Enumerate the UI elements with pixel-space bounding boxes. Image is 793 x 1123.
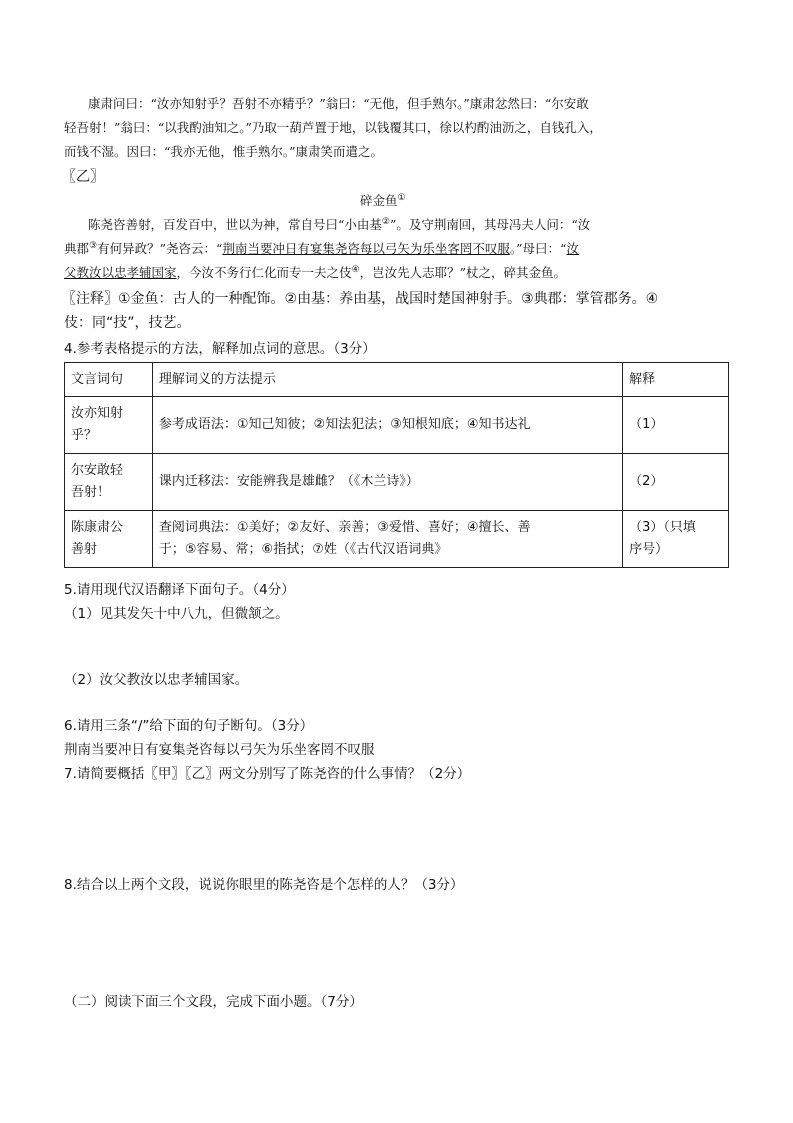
table-cell-phrase bbox=[65, 454, 153, 511]
phrase-line: 陈康肃公 bbox=[71, 520, 124, 535]
q5-prompt: 5.请用现代汉语翻译下面句子。（4分） bbox=[64, 582, 295, 598]
jia-line-2: 轻吾射！”翁曰：“以我酌油知之。”乃取一葫芦置于地，以钱覆其口，徐以杓酌油沥之，自钱孔入， bbox=[64, 120, 602, 135]
yi-line-2a: 典郡 bbox=[64, 241, 90, 257]
table-row bbox=[65, 397, 729, 454]
yi-underlined-sentence-2: 父教汝以忠孝辅国家 bbox=[64, 265, 177, 281]
yi-line-3b: ，岂汝先人志耶？”杖之，碎其金鱼。 bbox=[359, 265, 567, 281]
section-2-prompt: （二）阅读下面三个文段，完成下面小题。（7分） bbox=[64, 994, 363, 1010]
table-cell-phrase bbox=[65, 397, 153, 454]
yi-note-3: ③ bbox=[89, 241, 98, 251]
answer-line: （3）（只填 bbox=[629, 520, 696, 535]
table-header-row bbox=[65, 363, 729, 397]
table-row bbox=[65, 454, 729, 511]
table-header-cell: 解释 bbox=[623, 363, 729, 397]
method-line: 于；⑤容易、常；⑥指拭；⑦姓（《古代汉语词典》 bbox=[158, 542, 448, 557]
yi-title-text: 碎金鱼 bbox=[360, 193, 398, 209]
phrase-line: 尔安敢轻 bbox=[71, 463, 124, 478]
table-header-cell: 文言词句 bbox=[65, 363, 153, 397]
table-header-cell: 理解词义的方法提示 bbox=[152, 363, 622, 397]
q6-prompt: 6.请用三条“/”给下面的句子断句。（3分） bbox=[64, 718, 314, 734]
table-row bbox=[65, 511, 729, 568]
yi-line-1a: 陈尧咨善射，百发百中，世以为神，常自号曰“小由基 bbox=[88, 217, 382, 233]
q5-sentence-2: （2）汝父教汝以忠孝辅国家。 bbox=[64, 672, 249, 688]
q7-prompt: 7.请简要概括〖甲〗〖乙〗两文分别写了陈尧咨的什么事情？（2分） bbox=[64, 766, 471, 782]
table-cell-method: 课内迁移法：安能辨我是雄雌？（《木兰诗》） bbox=[152, 454, 622, 511]
jia-line-3: 而钱不湿。因曰：“我亦无他，惟手熟尔。”康肃笑而遣之。 bbox=[64, 144, 384, 159]
method-line: 查阅词典法：①美好；②友好、亲善；③爱惜、喜好；④擅长、善 bbox=[158, 520, 531, 535]
phrase-line: 汝亦知射 bbox=[71, 406, 124, 421]
table-cell-answer[interactable] bbox=[623, 511, 729, 568]
q4-table bbox=[64, 362, 729, 568]
table-cell-phrase bbox=[65, 511, 153, 568]
notes-line-2: 伎：同“技”，技艺。 bbox=[64, 315, 191, 331]
notes-line-1: 〖注释〗①金鱼：古人的一种配饰。②由基：养由基，战国时楚国神射手。③典郡：掌管郡务。④ bbox=[62, 291, 659, 307]
yi-line-2c: 。”母曰：“ bbox=[509, 241, 567, 257]
q5-sentence-1: （1）见其发矢十中八九，但微颔之。 bbox=[64, 606, 289, 622]
yi-note-4: ④ bbox=[351, 265, 360, 275]
table-cell-method: 参考成语法：①知己知彼；②知法犯法；③知根知底；④知书达礼 bbox=[152, 397, 622, 454]
yi-line-3 bbox=[64, 258, 566, 285]
q4-prompt: 4.参考表格提示的方法，解释加点词的意思。（3分） bbox=[64, 341, 376, 357]
yi-underlined-ru: 汝 bbox=[566, 241, 579, 257]
q6-sentence: 荆南当要冲日有宴集尧咨每以弓矢为乐坐客罔不叹服 bbox=[64, 742, 375, 758]
phrase-line: 吾射！ bbox=[71, 485, 111, 500]
table-cell-method bbox=[152, 511, 622, 568]
phrase-line: 善射 bbox=[71, 542, 98, 557]
answer-line: 序号） bbox=[629, 542, 669, 557]
yi-note-2: ② bbox=[381, 217, 390, 227]
yi-line-3a: ，今汝不务行仁化而专一夫之伎 bbox=[176, 265, 352, 281]
phrase-line: 乎？ bbox=[71, 428, 98, 443]
jia-line-1: 康肃问曰：“汝亦知射乎？吾射不亦精乎？”翁曰：“无他，但手熟尔。”康肃忿然曰：“尔安敢 bbox=[88, 96, 589, 111]
yi-line-2b: 有何异政？”尧咨云：“ bbox=[97, 241, 223, 257]
yi-title-note: ① bbox=[397, 193, 406, 203]
q8-prompt: 8.结合以上两个文段，说说你眼里的陈尧咨是个怎样的人？（3分） bbox=[64, 877, 464, 893]
yi-line-1b: ”。及守荆南回，其母冯夫人问：“汝 bbox=[389, 217, 591, 233]
yi-underlined-sentence: 荆南当要冲日有宴集尧咨每以弓矢为乐坐客罔不叹服 bbox=[222, 241, 510, 257]
table-cell-answer[interactable]: （1） bbox=[623, 397, 729, 454]
table-cell-answer[interactable]: （2） bbox=[623, 454, 729, 511]
yi-heading: 〖乙〗 bbox=[62, 169, 104, 185]
